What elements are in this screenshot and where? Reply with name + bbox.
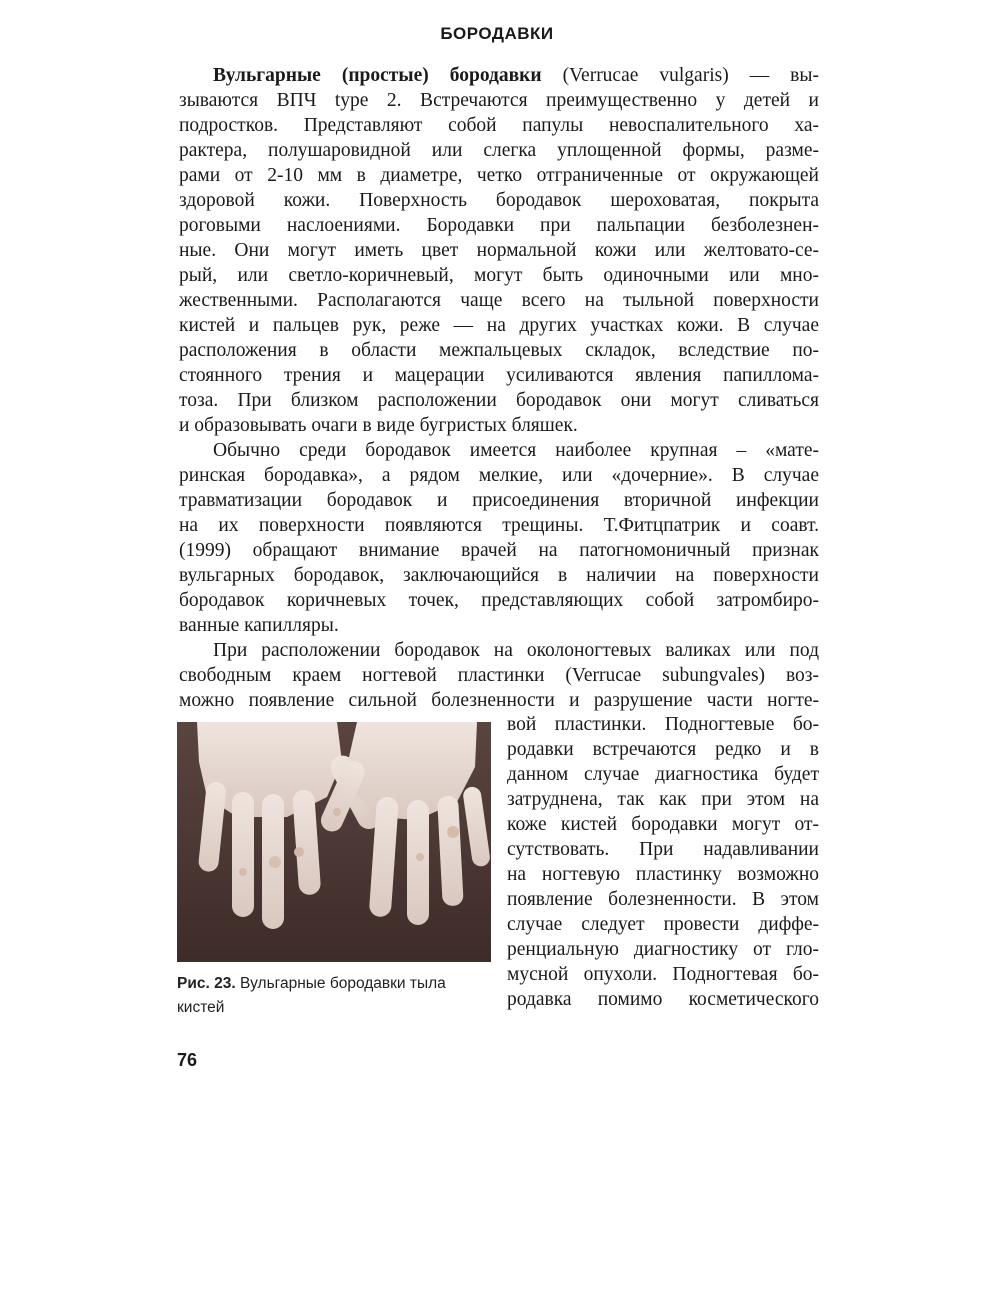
line-text: (1999) обращают внимание врачей на патогномоничный признак xyxy=(179,540,819,561)
text-line xyxy=(507,987,819,1012)
line-text: жественными. Располагаются чаще всего на тыльной поверхности xyxy=(179,290,819,311)
line-text: затруднена, так как при этом на xyxy=(507,789,819,810)
text-line xyxy=(507,787,819,812)
text-line xyxy=(179,288,819,313)
line-text: подростков. Представляют собой папулы невоспалительного ха- xyxy=(179,115,819,136)
line-text: сутствовать. При надавливании xyxy=(507,839,819,860)
text-line xyxy=(179,138,819,163)
text-line xyxy=(179,463,819,488)
line-text: Обычно среди бородавок имеется наиболее крупная – «мате- xyxy=(213,440,819,461)
text-line xyxy=(179,638,819,663)
text-line xyxy=(507,712,819,737)
line-text: (Verrucae vulgaris) — вы- xyxy=(541,65,819,86)
text-line xyxy=(179,488,819,513)
text-line xyxy=(507,962,819,987)
line-text: на ногтевую пластинку возможно xyxy=(507,864,819,885)
text-line xyxy=(179,238,819,263)
text-line xyxy=(179,338,819,363)
text-line xyxy=(179,88,819,113)
line-text: случае следует провести диффе- xyxy=(507,914,819,935)
line-text: рами от 2-10 мм в диаметре, четко отграниченные от окружающей xyxy=(179,165,819,186)
text-line xyxy=(179,363,819,388)
text-line xyxy=(507,937,819,962)
text-line xyxy=(179,588,819,613)
line-text: ренциальную диагностику от гло- xyxy=(507,939,819,960)
line-text: и образовывать очаги в виде бугристых бляшек. xyxy=(179,415,578,436)
text-line xyxy=(507,762,819,787)
figure-caption-text: Вульгарные бородавки тыла кистей xyxy=(177,975,446,1016)
line-text: появление болезненности. В этом xyxy=(507,889,819,910)
line-text: вой пластинки. Подногтевые бо- xyxy=(507,714,819,735)
text-line xyxy=(179,438,819,463)
line-text: роговыми наслоениями. Бородавки при пальпации безболезнен- xyxy=(179,215,819,236)
side-text-block xyxy=(507,712,819,1012)
line-text: кистей и пальцев рук, реже — на других участках кожи. В случае xyxy=(179,315,819,336)
text-line xyxy=(507,837,819,862)
page-number: 76 xyxy=(177,1050,198,1070)
line-text: бородавок коричневых точек, представляющих собой затромбиро- xyxy=(179,590,819,611)
hands-photo-image xyxy=(177,722,491,962)
line-text: родавка помимо косметического xyxy=(507,989,819,1010)
text-line xyxy=(179,513,819,538)
text-line xyxy=(179,663,819,688)
line-text: стоянного трения и мацерации усиливаются явления папиллома- xyxy=(179,365,819,386)
text-line xyxy=(179,188,819,213)
text-line xyxy=(179,313,819,338)
page-title: БОРОДАВКИ xyxy=(440,24,554,43)
text-line xyxy=(179,163,819,188)
lead-term: Вульгарные (простые) бородавки xyxy=(213,65,542,86)
line-text: При расположении бородавок на околоногтевых валиках или под xyxy=(213,640,819,661)
line-text: расположения в области межпальцевых складок, вследствие по- xyxy=(179,340,819,361)
main-text-block xyxy=(179,63,819,713)
line-text: рактера, полушаровидной или слегка уплощенной формы, разме- xyxy=(179,140,819,161)
text-line xyxy=(507,812,819,837)
line-text: мусной опухоли. Подногтевая бо- xyxy=(507,964,819,985)
text-line xyxy=(507,912,819,937)
line-text: коже кистей бородавки могут от- xyxy=(507,814,819,835)
line-text: можно появление сильной болезненности и разрушение части ногте- xyxy=(179,690,819,711)
text-line xyxy=(179,563,819,588)
line-text: зываются ВПЧ type 2. Встречаются преимущественно у детей и xyxy=(179,90,819,111)
line-text: рый, или светло-коричневый, могут быть одиночными или мно- xyxy=(179,265,819,286)
line-text: тоза. При близком расположении бородавок они могут сливаться xyxy=(179,390,819,411)
line-text: данном случае диагностика будет xyxy=(507,764,819,785)
line-text: свободным краем ногтевой пластинки (Verrucae subungvales) воз- xyxy=(179,665,819,686)
text-line xyxy=(507,862,819,887)
figure-number: Рис. 23. xyxy=(177,975,236,992)
line-text: травматизации бородавок и присоединения вторичной инфекции xyxy=(179,490,819,511)
line-text: ринская бородавка», а рядом мелкие, или «дочерние». В случае xyxy=(179,465,819,486)
text-line xyxy=(179,688,819,713)
line-text: ванные капилляры. xyxy=(179,615,339,636)
text-line xyxy=(179,613,819,638)
line-text: вульгарных бородавок, заключающийся в наличии на поверхности xyxy=(179,565,819,586)
figure-caption xyxy=(177,972,497,1020)
text-line xyxy=(179,63,819,88)
line-text: здоровой кожи. Поверхность бородавок шероховатая, покрыта xyxy=(179,190,819,211)
text-line xyxy=(179,113,819,138)
line-text: родавки встречаются редко и в xyxy=(507,739,819,760)
line-text: на их поверхности появляются трещины. Т.Фитцпатрик и соавт. xyxy=(179,515,819,536)
figure-hands-photo xyxy=(177,722,491,962)
text-line xyxy=(179,213,819,238)
text-line xyxy=(179,263,819,288)
text-line xyxy=(179,413,819,438)
line-text: ные. Они могут иметь цвет нормальной кожи или желтовато-се- xyxy=(179,240,819,261)
text-line xyxy=(507,737,819,762)
text-line xyxy=(179,388,819,413)
text-line xyxy=(179,538,819,563)
text-line xyxy=(507,887,819,912)
